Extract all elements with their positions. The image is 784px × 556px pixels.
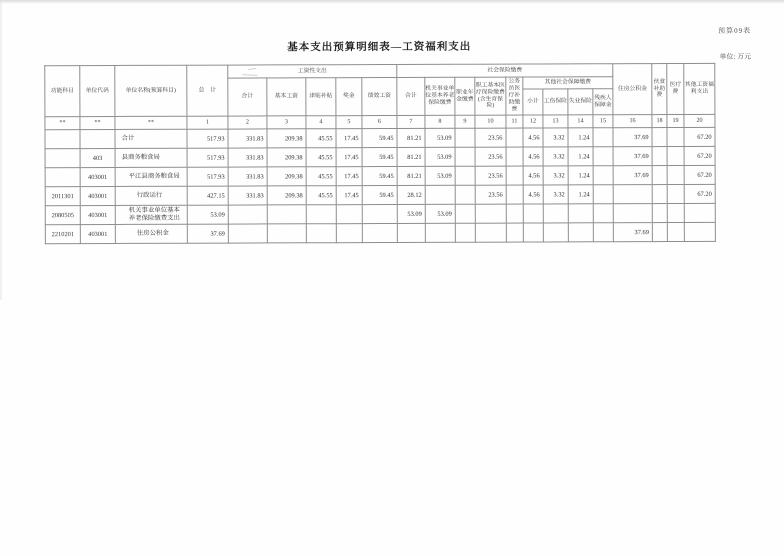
table-header [45,63,715,129]
cell-value [593,128,613,147]
header-other-social-group: 其他社会保障缴费 [523,77,613,89]
cell-value: 517.93 [187,148,228,167]
cell-value: 45.55 [306,148,336,167]
cell-value [523,223,543,242]
cell-value [593,185,613,204]
cell-value: 67.20 [684,127,715,146]
cell-value: 331.83 [228,148,267,167]
cell-value [667,127,684,146]
cell-value: 67.20 [684,146,715,165]
header-func-subject: 功能科目 [45,66,80,117]
cell-value [425,223,455,242]
header-social-group: 社会保险缴费 [397,64,613,78]
header-total: 总 计 [187,65,228,116]
cell-value [667,165,684,184]
cell-value: 37.69 [187,224,228,243]
cell-value [667,184,684,203]
cell-value [455,223,475,242]
cell-value: 17.45 [336,148,362,167]
cell-value: 45.55 [306,167,336,186]
header-social-subtotal: 合计 [397,77,425,115]
cell-value [455,204,475,223]
cell-value [613,185,652,204]
cell-value [475,204,506,223]
header-civil-servant-medical: 公务员医疗补助缴费 [506,77,523,115]
column-index-cell: 5 [336,116,362,129]
cell-value [667,222,684,241]
cell-value [267,205,306,224]
cell-unit-name: 住房公积金 [115,224,187,243]
cell-value: 67.20 [684,165,715,184]
header-unit-code: 单位代码 [80,65,115,116]
cell-value: 1.24 [568,147,593,166]
cell-func-code [45,130,80,149]
column-index-cell: 9 [455,115,475,128]
cell-value: 17.45 [336,167,362,186]
cell-value: 331.83 [228,186,267,205]
cell-value: 81.21 [397,166,425,185]
cell-value [455,166,475,185]
cell-value: 23.56 [475,185,506,204]
table-row [45,184,715,205]
corner-table-label: 预算09表 [718,26,752,35]
cell-value: 53.09 [425,128,455,147]
cell-value [568,204,593,223]
cell-value: 59.45 [362,147,397,166]
cell-func-code [45,168,80,187]
cell-value: 37.69 [613,128,652,147]
column-index-cell: 12 [523,115,543,128]
cell-value [523,204,543,223]
cell-unit-name: 平江县商务粮食局 [115,167,187,186]
cell-value [397,223,425,242]
cell-value [652,185,667,204]
cell-value [652,166,667,185]
cell-value: 3.32 [543,185,568,204]
cell-value [506,185,523,204]
column-index-cell: 2 [228,116,267,129]
cell-unit-code: 403001 [80,224,115,243]
header-basic-salary: 基本工资 [267,78,306,116]
column-index-cell: ** [80,116,115,129]
budget-table [44,63,716,244]
column-index-cell: 1 [187,116,228,129]
cell-value: 81.21 [397,147,425,166]
cell-value: 37.69 [613,166,652,185]
column-index-cell: 11 [506,115,523,128]
cell-unit-code: 403001 [80,167,115,186]
header-wage-subtotal: 合计 [228,78,267,116]
cell-value [613,204,652,223]
header-housing-fund: 住房公积金 [613,64,652,115]
cell-value: 1.24 [568,185,593,204]
header-bonus: 奖金 [336,78,362,116]
header-wage-group: 工资性支出 [228,64,397,78]
page-title: 基本支出预算明细表—工资福利支出 [287,41,472,54]
cell-value: 37.69 [613,223,652,242]
cell-value [667,146,684,165]
column-index-cell: ** [115,116,187,129]
cell-value: 45.55 [306,186,336,205]
cell-value: 3.32 [543,147,568,166]
cell-value [425,185,455,204]
cell-value: 517.93 [187,167,228,186]
table-row [45,222,715,243]
column-index-cell: 7 [397,115,425,128]
cell-value [306,205,336,224]
cell-value [336,205,362,224]
cell-value [593,204,613,223]
cell-value [652,223,667,242]
cell-value [506,147,523,166]
cell-value [593,147,613,166]
cell-value [455,147,475,166]
cell-value: 53.09 [425,204,455,223]
header-disability-fund: 残疾人保障金 [593,89,613,115]
column-index-cell: 3 [267,116,306,129]
header-injury-insurance: 工伤保险 [543,89,568,115]
cell-value [593,166,613,185]
cell-value [652,204,667,223]
table-body [45,127,715,243]
column-index-cell: 18 [652,115,667,128]
cell-value: 17.45 [336,186,362,205]
column-index-cell: 14 [568,115,593,128]
header-occupational-annuity: 职业年金缴费 [455,77,475,115]
header-medical-fee: 医疗费 [667,63,684,114]
table-row [45,127,715,148]
cell-value: 427.15 [187,186,228,205]
cell-value [506,223,523,242]
cell-value [475,223,506,242]
cell-value: 53.09 [425,166,455,185]
cell-value: 209.38 [267,167,306,186]
cell-value [667,203,684,222]
cell-value: 4.56 [523,185,543,204]
cell-value: 53.09 [397,204,425,223]
column-index-cell: 4 [306,116,336,129]
table-row [45,165,715,186]
column-index-cell: 6 [362,115,397,128]
cell-value: 3.32 [543,166,568,185]
cell-value [506,166,523,185]
cell-unit-name: 机关事业单位基本养老保险缴费支出 [115,205,187,224]
column-index-cell: 16 [613,115,652,128]
cell-value [506,128,523,147]
header-other-social-subtotal: 小计 [523,89,543,115]
cell-unit-name: 合计 [115,129,187,148]
cell-unit-name: 行政运行 [115,186,187,205]
header-meal-subsidy: 伙食补助费 [652,64,667,115]
header-unit-name: 单位名称(预算科目) [115,65,187,116]
column-index-cell: 15 [593,115,613,128]
cell-value [228,205,267,224]
cell-value [362,204,397,223]
header-allowance: 津贴补贴 [306,78,336,116]
header-unemployment-insurance: 失业保险 [568,89,593,115]
cell-unit-code [80,129,115,148]
cell-value: 59.45 [362,166,397,185]
cell-value: 1.24 [568,166,593,185]
cell-value [336,224,362,243]
header-medical-insurance: 职工基本医疗保险缴费(含生育保险) [475,77,506,115]
cell-value: 3.32 [543,128,568,147]
cell-unit-code: 403001 [80,205,115,224]
column-index-cell: 8 [425,115,455,128]
cell-value [543,204,568,223]
cell-value [362,223,397,242]
column-index-cell: 10 [475,115,506,128]
cell-value: 517.93 [187,129,228,148]
cell-value: 17.45 [336,129,362,148]
cell-value: 1.24 [568,128,593,147]
cell-value: 209.38 [267,148,306,167]
cell-value [684,222,715,241]
cell-value: 67.20 [684,184,715,203]
cell-value: 209.38 [267,186,306,205]
cell-value [455,128,475,147]
column-index-cell: ** [45,117,80,130]
cell-value [652,128,667,147]
cell-func-code [45,149,80,168]
cell-value [455,185,475,204]
cell-value: 53.09 [425,147,455,166]
cell-func-code: 2080505 [45,206,80,225]
cell-unit-name: 县商务粮食局 [115,148,187,167]
cell-value: 23.56 [475,166,506,185]
cell-value [267,224,306,243]
column-index-cell: 20 [684,114,715,127]
cell-unit-code: 403001 [80,186,115,205]
cell-value: 4.56 [523,147,543,166]
cell-value: 45.55 [306,129,336,148]
table-row [45,146,715,167]
cell-value: 4.56 [523,166,543,185]
cell-value: 59.45 [362,185,397,204]
column-index-cell: 13 [543,115,568,128]
cell-value: 53.09 [187,205,228,224]
cell-value: 37.69 [613,147,652,166]
unit-note: 单位: 万元 [719,52,752,61]
cell-value: 23.56 [475,128,506,147]
cell-value: 81.21 [397,128,425,147]
cell-value: 331.83 [228,129,267,148]
cell-value [228,224,267,243]
cell-value: 209.38 [267,129,306,148]
header-performance-pay: 绩效工资 [362,77,397,115]
header-pension-insurance: 机关事业单位基本养老保险缴费 [425,77,455,115]
cell-func-code: 2011301 [45,187,80,206]
cell-value [306,224,336,243]
cell-unit-code: 403 [80,148,115,167]
cell-value: 28.12 [397,185,425,204]
cell-value [506,204,523,223]
cell-value: 331.83 [228,167,267,186]
cell-value [652,147,667,166]
cell-value [568,223,593,242]
header-other-welfare: 其他工资福利支出 [684,63,715,114]
cell-func-code: 2210201 [45,225,80,244]
table-row [45,203,715,224]
cell-value: 23.56 [475,147,506,166]
column-index-cell: 19 [667,114,684,127]
cell-value: 4.56 [523,128,543,147]
cell-value [684,203,715,222]
cell-value [543,223,568,242]
cell-value [593,223,613,242]
cell-value: 59.45 [362,128,397,147]
